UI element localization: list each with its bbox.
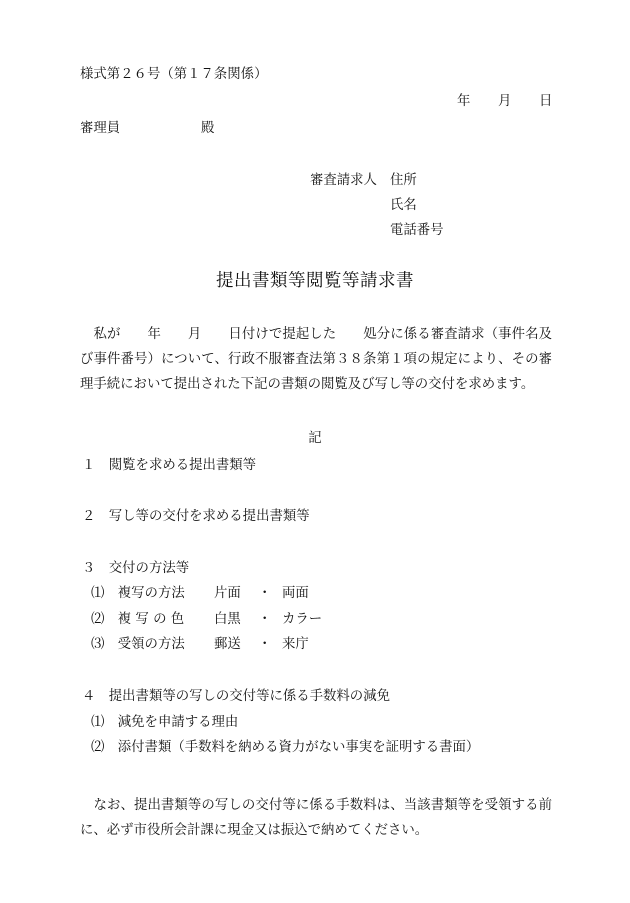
requester-address-label: 住所 xyxy=(390,173,417,188)
addressee-title: 審理員 xyxy=(80,121,121,136)
item-3-sub-1-label: ⑴ 複写の方法 xyxy=(91,586,185,601)
option-separator: ・ xyxy=(258,637,272,652)
item-1-heading: １ 閲覧を求める提出書類等 xyxy=(82,458,257,473)
item-2-heading: ２ 写し等の交付を求める提出書類等 xyxy=(82,509,310,524)
document-title: 提出書類等閲覧等請求書 xyxy=(216,271,414,291)
item-4-sub-2: ⑵ 添付書類（手数料を納める資力がない事実を証明する書面） xyxy=(91,740,480,755)
item-3-sub-2-label: ⑵ 複 写 の 色 xyxy=(91,612,185,627)
form-number-label: 様式第２６号（第１７条関係） xyxy=(80,67,268,82)
item-3-heading: ３ 交付の方法等 xyxy=(82,561,190,576)
option-separator: ・ xyxy=(258,612,272,627)
item-4-heading: ４ 提出書類等の写しの交付等に係る手数料の減免 xyxy=(82,689,390,704)
option-separator: ・ xyxy=(258,586,272,601)
item-4-sub-1: ⑴ 減免を申請する理由 xyxy=(91,715,239,730)
addressee-honorific: 殿 xyxy=(201,121,215,136)
requester-phone-label: 電話番号 xyxy=(390,223,444,238)
requester-name-label: 氏名 xyxy=(390,198,417,213)
fee-note-paragraph: なお、提出書類等の写しの交付等に係る手数料は、当該書類等を受領する前に、必ず市役所会計課に現金又は振込で納めてください。 xyxy=(80,798,552,838)
body-paragraph: 私が 年 月 日付けで提起した 処分に係る審査請求（事件名及び事件番号）について、行政不服審査法第３８条第１項の規定により、その審理手続において提出された下記の書類の閲覧及び写し等の交付を求めます。 xyxy=(80,327,552,392)
option-mail: 郵送 xyxy=(214,637,241,652)
option-color: カラー xyxy=(282,612,323,627)
requester-label: 審査請求人 xyxy=(310,173,377,188)
option-double-sided: 両面 xyxy=(282,586,309,601)
option-monochrome: 白黒 xyxy=(214,612,241,627)
ki-label: 記 xyxy=(308,431,322,446)
date-year-label: 年 xyxy=(457,94,471,109)
item-3-sub-3-label: ⑶ 受領の方法 xyxy=(91,637,185,652)
option-single-sided: 片面 xyxy=(214,586,241,601)
date-day-label: 日 xyxy=(539,94,553,109)
option-visit-office: 来庁 xyxy=(282,637,309,652)
date-month-label: 月 xyxy=(498,94,512,109)
